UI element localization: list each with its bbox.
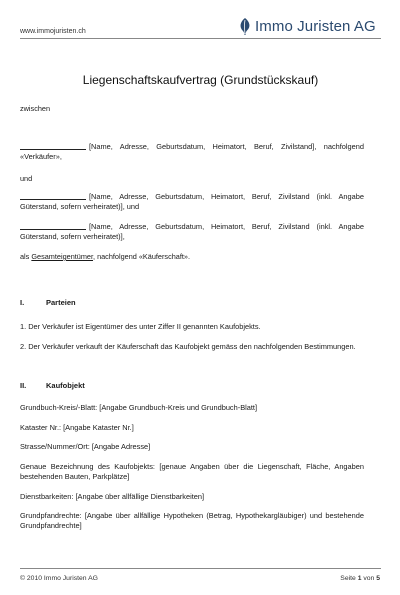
section-1-paragraph-1: 1. Der Verkäufer ist Eigentümer des unter Ziffer II genannten Kaufobjekts. <box>20 322 261 331</box>
buyer2-blank-line <box>20 221 86 230</box>
seller-blank-line <box>20 141 86 150</box>
zwischen-text: zwischen <box>20 104 51 113</box>
kaufobjekt-item: Genaue Bezeichnung des Kaufobjekts: [genaue Angaben über die Liegenschaft, Fläche, Angaben bestehenden Bauten, Parkplätze] <box>20 462 364 482</box>
page-current: 1 <box>357 575 362 582</box>
als-suffix: , nachfolgend «Käuferschaft». <box>93 252 190 261</box>
buyer1-text: [Name, Adresse, Geburtsdatum, Heimatort, Beruf, Zivilstand (inkl. Angabe Güterstand, sofern verheiratet)], und <box>20 192 364 212</box>
page-mid: von <box>361 575 377 582</box>
section-2-number: II. <box>20 381 27 390</box>
company-logo <box>238 17 376 35</box>
logo-leaf-icon <box>238 17 252 35</box>
kaufobjekt-item: Dienstbarkeiten: [Angabe über allfällige Dienstbarkeiten] <box>20 492 205 501</box>
buyer2-party <box>20 221 364 242</box>
page-indicator <box>340 575 380 582</box>
seller-text: [Name, Adresse, Geburtsdatum, Heimatort, Beruf, Zivilstand], nachfolgend «Verkäufer», <box>20 142 364 162</box>
kaufobjekt-item: Grundbuch-Kreis/-Blatt: [Angabe Grundbuch-Kreis und Grundbuch-Blatt] <box>20 403 258 412</box>
buyer1-blank-line <box>20 191 86 200</box>
als-prefix: als <box>20 252 32 261</box>
kaufobjekt-item: Grundpfandrechte: [Angabe über allfällige Hypotheken (Betrag, Hypothekargläubiger) und bestehende Grundpfandrechte] <box>20 511 364 531</box>
header-divider <box>20 38 381 39</box>
gesamteigentuemer-link[interactable]: Gesamteigentümer <box>31 252 94 261</box>
section-2-heading <box>20 381 85 390</box>
logo-text: Immo Juristen AG <box>255 17 376 35</box>
als-line <box>20 252 190 262</box>
document-title: Liegenschaftskaufvertrag (Grundstückskauf) <box>82 73 319 87</box>
header-url: www.immojuristen.ch <box>20 28 86 35</box>
und-text: und <box>20 174 33 183</box>
section-1-paragraph-2: 2. Der Verkäufer verkauft der Käuferschaft das Kaufobjekt gemäss den nachfolgenden Bestimmungen. <box>20 342 356 351</box>
section-1-heading <box>20 298 76 307</box>
section-2-title: Kaufobjekt <box>46 381 85 390</box>
seller-party <box>20 141 364 162</box>
footer-copyright: © 2010 Immo Juristen AG <box>20 575 98 582</box>
section-1-title: Parteien <box>46 298 76 307</box>
page-total: 5 <box>376 575 380 582</box>
buyer1-party <box>20 191 364 212</box>
footer-divider <box>20 568 381 569</box>
kaufobjekt-item: Kataster Nr.: [Angabe Kataster Nr.] <box>20 423 134 432</box>
buyer2-text: [Name, Adresse, Geburtsdatum, Heimatort, Beruf, Zivilstand (inkl. Angabe Güterstand, sofern verheiratet)], <box>20 222 364 242</box>
kaufobjekt-item: Strasse/Nummer/Ort: [Angabe Adresse] <box>20 442 151 451</box>
page-prefix: Seite <box>340 575 358 582</box>
section-1-number: I. <box>20 298 25 307</box>
